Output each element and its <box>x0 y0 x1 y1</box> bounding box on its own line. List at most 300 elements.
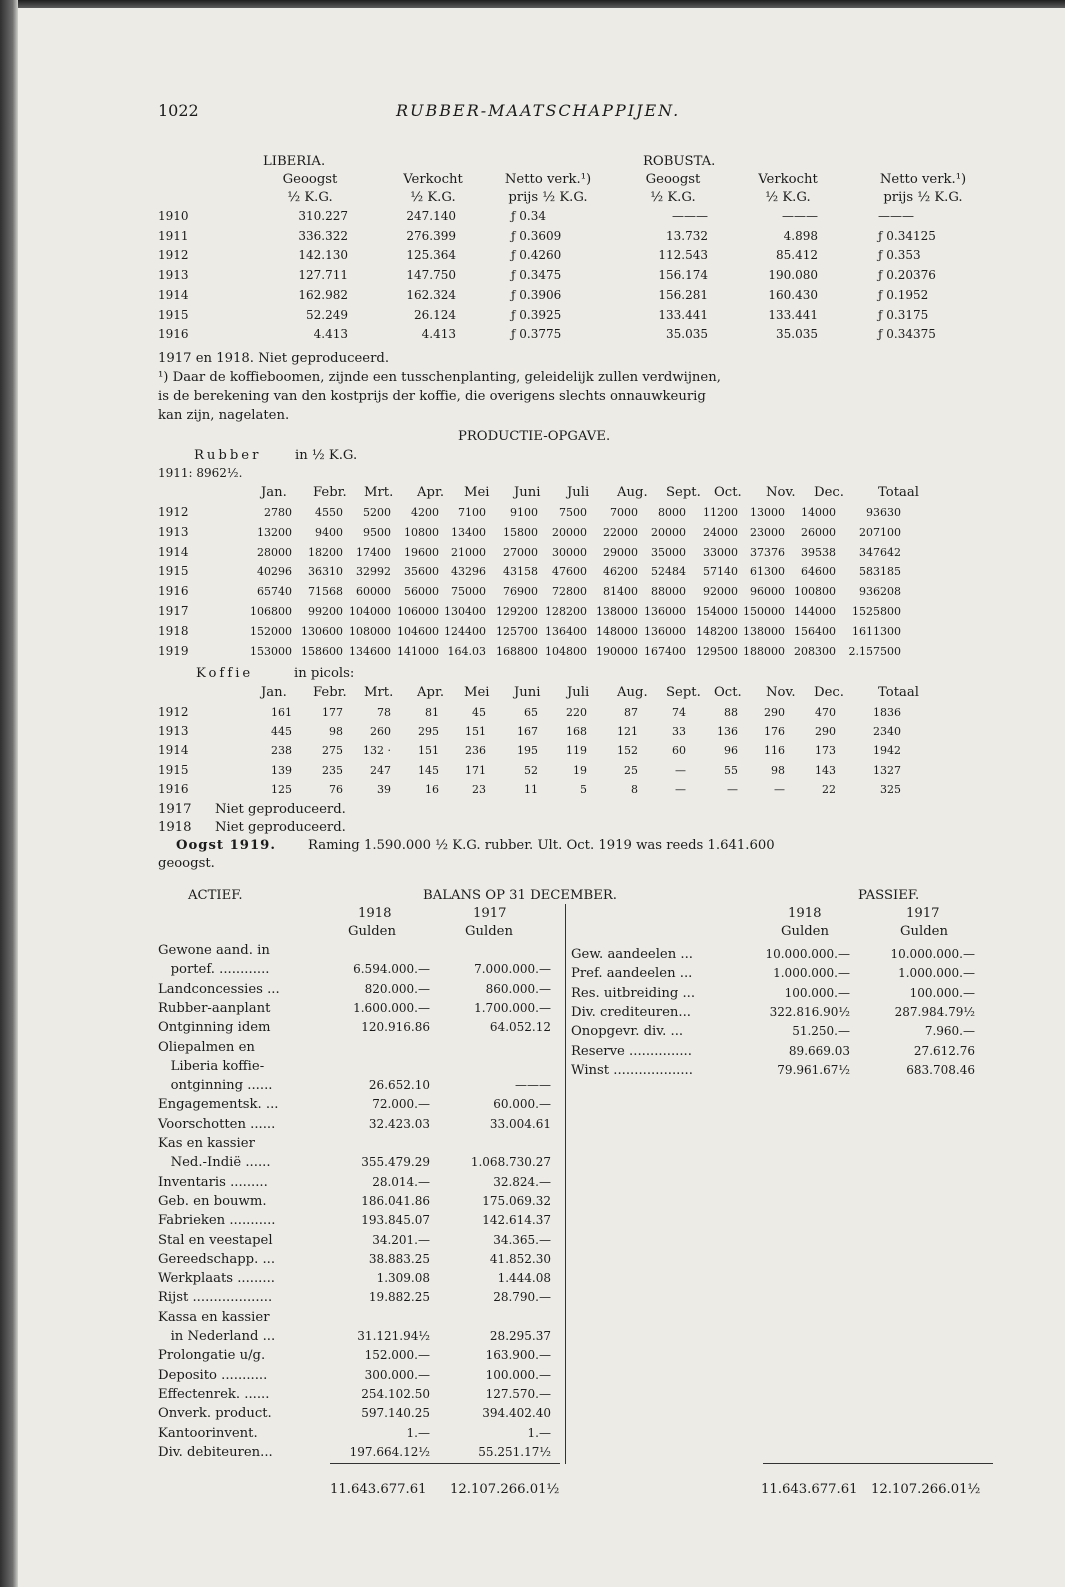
liberia-header-top: Netto verk.¹) <box>504 172 592 187</box>
rubber-cell: 7100 <box>458 506 486 519</box>
koffie-month-header: Mei <box>464 685 490 700</box>
rubber-cell: 154000 <box>696 605 738 618</box>
rubber-cell: 43158 <box>503 565 538 579</box>
koffie-cell: 151 <box>418 744 439 758</box>
asset-value-1918: 72.000.— <box>372 1097 430 1112</box>
koffie-cell: 445 <box>271 725 292 739</box>
koffie-cell: 1942 <box>873 744 901 758</box>
koffie-cell: 168 <box>566 725 587 739</box>
rubber-cell: 936208 <box>859 585 901 599</box>
liberia-header-bottom: prijs ½ K.G. <box>883 190 963 205</box>
koffie-cell: 161 <box>271 706 292 719</box>
rubber-cell: 52484 <box>651 565 686 579</box>
rubber-month-header: Sept. <box>666 485 701 500</box>
rubber-month-header: Oct. <box>714 485 742 500</box>
koffie-cell: 1836 <box>873 706 901 719</box>
liberia-cell: ——— <box>878 209 914 223</box>
koffie-1917-note: Niet geproduceerd. <box>215 802 346 817</box>
koffie-cell: 236 <box>465 744 486 758</box>
rubber-cell: 148000 <box>596 624 638 638</box>
asset-value-1918: 197.664.12½ <box>349 1444 430 1459</box>
koffie-month-header: Aug. <box>617 685 648 700</box>
asset-value-1917: 394.402.40 <box>482 1406 551 1421</box>
liberia-cell: 26.124 <box>414 307 456 322</box>
book-binding-edge <box>0 0 18 1587</box>
koffie-cell: 116 <box>764 744 785 758</box>
rubber-row-year: 1915 <box>158 564 189 579</box>
rubber-month-header: Juli <box>567 485 590 500</box>
koffie-cell: 470 <box>815 706 836 719</box>
koffie-cell: 60 <box>672 744 686 758</box>
koffie-unit: in picols: <box>294 666 355 681</box>
rubber-cell: 93630 <box>866 506 901 519</box>
koffie-month-header: Nov. <box>766 685 796 700</box>
rubber-cell: 99200 <box>308 605 343 618</box>
rubber-cell: 167400 <box>644 644 686 658</box>
asset-label: Voorschotten ...... <box>158 1116 276 1132</box>
rubber-cell: 64600 <box>801 565 836 579</box>
koffie-cell: 2340 <box>873 725 901 739</box>
assets-total-1918: 11.643.677.61 <box>330 1482 427 1497</box>
asset-label: Kas en kassier <box>158 1136 255 1151</box>
koffie-cell: 45 <box>472 706 486 719</box>
liability-value-1918: 322.816.90½ <box>769 1004 850 1019</box>
assets-total-rule <box>330 1463 560 1464</box>
asset-label: Ontginning idem <box>158 1020 271 1036</box>
liberia-cell: 35.035 <box>776 327 818 342</box>
liberia-cell: ƒ 0.3906 <box>511 287 562 302</box>
liab-gulden-1918: Gulden <box>781 924 829 939</box>
liability-label: Pref. aandeelen ... <box>571 966 693 982</box>
asset-label: in Nederland ... <box>158 1329 276 1344</box>
asset-label: Ned.-Indië ...... <box>158 1155 271 1171</box>
assets-total-1917: 12.107.266.01½ <box>450 1482 560 1497</box>
rubber-cell: 81400 <box>603 585 638 599</box>
asset-value-1917: 7.000.000.— <box>474 962 551 977</box>
liberia-cell: ƒ 0.20376 <box>878 268 936 283</box>
asset-value-1918: 193.845.07 <box>361 1213 430 1228</box>
rubber-cell: 138000 <box>596 605 638 618</box>
koffie-month-header: Dec. <box>814 685 844 700</box>
rubber-cell: 9400 <box>315 525 343 539</box>
rubber-cell: 4550 <box>315 506 343 519</box>
liberia-cell: 147.750 <box>406 268 456 283</box>
rubber-cell: 129200 <box>496 605 538 618</box>
koffie-cell: 238 <box>271 744 292 758</box>
liability-value-1917: 7.960.— <box>924 1024 975 1039</box>
liberia-cell: 52.249 <box>306 307 348 322</box>
liability-value-1917: 683.708.46 <box>906 1062 975 1077</box>
koffie-cell: 81 <box>425 706 439 719</box>
liab-year-1918: 1918 <box>788 906 822 921</box>
liberia-cell: ƒ 0.353 <box>878 248 921 263</box>
rubber-1911: 1911: 8962½. <box>158 466 243 480</box>
rubber-cell: 130600 <box>301 624 343 638</box>
liberia-cell: 85.412 <box>776 248 818 263</box>
rubber-cell: 156400 <box>794 624 836 638</box>
koffie-cell: 152 <box>617 744 638 758</box>
rubber-cell: 19600 <box>404 545 439 559</box>
asset-label: Geb. en bouwm. <box>158 1193 267 1209</box>
rubber-cell: 46200 <box>603 565 638 579</box>
page-number: 1022 <box>158 101 199 120</box>
koffie-row-year: 1913 <box>158 724 189 739</box>
rubber-cell: 60000 <box>356 585 391 599</box>
liability-value-1918: 89.669.03 <box>788 1043 850 1058</box>
liberia-cell: ——— <box>672 209 708 223</box>
asset-value-1917: 64.052.12 <box>489 1020 551 1035</box>
assets-year-1918: 1918 <box>358 906 392 921</box>
rubber-cell: 40296 <box>257 565 292 579</box>
balance-divider <box>565 904 566 1464</box>
koffie-cell: 119 <box>566 744 587 758</box>
rubber-cell: 1611300 <box>852 624 901 638</box>
koffie-cell: 87 <box>624 706 638 719</box>
liab-total-1917: 12.107.266.01½ <box>871 1482 981 1497</box>
liability-value-1917: 100.000.— <box>909 985 975 1000</box>
liberia-cell: 162.982 <box>298 287 348 302</box>
koffie-cell: 151 <box>465 725 486 739</box>
assets-year-1917: 1917 <box>473 906 507 921</box>
asset-label: Div. debiteuren... <box>158 1444 273 1460</box>
koffie-cell: — <box>675 782 686 796</box>
liberia-cell: 13.732 <box>666 228 708 243</box>
asset-value-1918: 28.014.— <box>372 1174 430 1189</box>
rubber-cell: 24000 <box>703 525 738 539</box>
rubber-cell: 124400 <box>444 624 486 638</box>
rubber-cell: 36310 <box>308 565 343 579</box>
liab-total-rule <box>763 1463 993 1464</box>
liberia-cell: 247.140 <box>406 209 456 223</box>
liability-value-1918: 100.000.— <box>784 985 850 1000</box>
asset-value-1917: ——— <box>515 1078 551 1093</box>
rubber-cell: 65740 <box>257 585 292 599</box>
rubber-cell: 347642 <box>859 545 901 559</box>
rubber-month-header: Jan. <box>261 485 287 500</box>
koffie-month-header: Juni <box>514 685 541 700</box>
liberia-cell: 162.324 <box>406 287 456 302</box>
liberia-cell: ƒ 0.4260 <box>511 248 562 263</box>
koffie-cell: 176 <box>764 725 785 739</box>
rubber-month-header: Juni <box>514 485 541 500</box>
koffie-cell: — <box>774 782 785 796</box>
rubber-cell: 100800 <box>794 585 836 599</box>
koffie-cell: 290 <box>764 706 785 719</box>
liberia-header-bottom: prijs ½ K.G. <box>508 190 588 205</box>
liberia-header-top: Geoogst <box>282 172 338 187</box>
rubber-cell: 148200 <box>696 624 738 638</box>
rubber-cell: 14000 <box>801 506 836 519</box>
asset-value-1917: 163.900.— <box>485 1348 551 1363</box>
liberia-header-top: Netto verk.¹) <box>879 172 967 187</box>
rubber-cell: 152000 <box>250 624 292 638</box>
actief-heading: ACTIEF. <box>188 888 243 903</box>
rubber-cell: 4200 <box>411 506 439 519</box>
rubber-month-header: Aug. <box>617 485 648 500</box>
koffie-1917-year: 1917 <box>158 802 192 817</box>
rubber-cell: 208300 <box>794 644 836 658</box>
koffie-cell: 167 <box>517 725 538 739</box>
koffie-cell: 39 <box>377 782 391 796</box>
liberia-header-bottom: ½ K.G. <box>765 190 811 205</box>
asset-value-1917: 28.295.37 <box>489 1329 551 1343</box>
asset-value-1917: 28.790.— <box>493 1290 551 1305</box>
liability-label: Res. uitbreiding ... <box>571 985 696 1001</box>
liberia-cell: 156.281 <box>658 287 708 302</box>
rubber-cell: 61300 <box>750 565 785 579</box>
rubber-cell: 37376 <box>750 545 785 559</box>
rubber-cell: 75000 <box>451 585 486 599</box>
liberia-cell: 4.898 <box>783 228 818 243</box>
rubber-cell: 88000 <box>651 585 686 599</box>
asset-value-1918: 38.883.25 <box>368 1251 430 1266</box>
koffie-cell: 1327 <box>873 763 901 777</box>
rubber-cell: 136000 <box>644 605 686 618</box>
rubber-cell: 136400 <box>545 624 587 638</box>
liberia-cell: ƒ 0.1952 <box>878 287 929 302</box>
koffie-month-header: Mrt. <box>364 685 394 700</box>
liability-label: Winst ................... <box>571 1062 693 1078</box>
rubber-unit: in ½ K.G. <box>295 448 358 463</box>
liberia-cell: 133.441 <box>658 307 708 322</box>
koffie-cell: 22 <box>822 782 836 796</box>
rubber-cell: 144000 <box>794 605 836 618</box>
koffie-month-header: Juli <box>567 685 590 700</box>
liberia-cell: 112.543 <box>658 248 708 263</box>
koffie-cell: 125 <box>271 782 292 796</box>
koffie-cell: 65 <box>524 706 538 719</box>
rubber-cell: 20000 <box>651 525 686 539</box>
koffie-row-year: 1915 <box>158 762 189 777</box>
asset-value-1918: 1.309.08 <box>376 1271 430 1286</box>
rubber-month-header: Mei <box>464 485 490 500</box>
asset-label: Engagementsk. ... <box>158 1097 279 1113</box>
footnote-line: kan zijn, nagelaten. <box>158 408 290 423</box>
asset-label: Landconcessies ... <box>158 981 280 997</box>
rubber-cell: 23000 <box>750 525 785 539</box>
asset-label: Inventaris ......... <box>158 1174 268 1190</box>
rubber-cell: 39538 <box>801 545 836 559</box>
asset-value-1917: 860.000.— <box>485 981 551 996</box>
rubber-cell: 56000 <box>404 585 439 599</box>
rubber-cell: 13200 <box>257 525 292 539</box>
rubber-cell: 129500 <box>696 644 738 658</box>
asset-value-1917: 1.700.000.— <box>474 1000 551 1015</box>
asset-label: ontginning ...... <box>158 1078 273 1094</box>
rubber-cell: 168800 <box>496 644 538 658</box>
liberia-cell: 142.130 <box>298 248 348 263</box>
liberia-cell: 125.364 <box>406 248 456 263</box>
koffie-month-header: Totaal <box>878 685 919 700</box>
koffie-cell: 5 <box>580 782 587 796</box>
koffie-cell: 145 <box>418 763 439 777</box>
rubber-cell: 13000 <box>750 506 785 519</box>
asset-value-1917: 34.365.— <box>493 1232 551 1247</box>
koffie-cell: 52 <box>524 763 538 777</box>
rubber-row-year: 1914 <box>158 544 189 559</box>
koffie-cell: 11 <box>524 782 538 796</box>
liberia-cell: 4.413 <box>313 327 348 342</box>
rubber-row-year: 1919 <box>158 643 189 658</box>
rubber-cell: 158600 <box>301 644 343 658</box>
rubber-cell: 92000 <box>703 585 738 599</box>
asset-value-1918: 186.041.86 <box>361 1193 430 1208</box>
koffie-cell: 98 <box>771 763 785 777</box>
asset-value-1918: 1.600.000.— <box>353 1000 430 1015</box>
rubber-row-year: 1912 <box>158 505 189 519</box>
liberia-cell: ƒ 0.3175 <box>878 307 929 322</box>
liability-value-1917: 27.612.76 <box>913 1043 975 1058</box>
rubber-row-year: 1917 <box>158 604 189 618</box>
rubber-cell: 9500 <box>363 525 391 539</box>
asset-label: Rijst ................... <box>158 1290 273 1306</box>
rubber-cell: 150000 <box>743 605 785 618</box>
oogst-1919-bold: Oogst 1919. <box>176 838 276 853</box>
running-title: RUBBER-MAATSCHAPPIJEN. <box>396 101 681 120</box>
asset-value-1918: 31.121.94½ <box>357 1329 430 1343</box>
liberia-header-top: Verkocht <box>403 172 463 187</box>
koffie-row-year: 1912 <box>158 705 189 719</box>
asset-value-1918: 34.201.— <box>372 1232 430 1247</box>
rubber-cell: 128200 <box>545 605 587 618</box>
koffie-cell: 143 <box>815 763 836 777</box>
rubber-cell: 2780 <box>264 506 292 519</box>
rubber-cell: 134600 <box>349 644 391 658</box>
footnote-line: is de berekening van den kostprijs der koffie, die overigens slechts onnauwkeurig <box>158 389 706 404</box>
rubber-row-year: 1916 <box>158 584 189 599</box>
rubber-row-year: 1918 <box>158 623 189 638</box>
asset-value-1917: 60.000.— <box>493 1097 551 1112</box>
rubber-cell: 32992 <box>356 565 391 579</box>
rubber-cell: 9100 <box>510 506 538 519</box>
liberia-cell: 156.174 <box>658 268 708 283</box>
koffie-cell: 235 <box>322 763 343 777</box>
rubber-cell: 190000 <box>596 644 638 658</box>
liability-label: Reserve ............... <box>571 1043 692 1059</box>
rubber-cell: 136000 <box>644 624 686 638</box>
rubber-cell: 28000 <box>257 545 292 559</box>
koffie-cell: — <box>727 782 738 796</box>
koffie-cell: 325 <box>880 782 901 796</box>
koffie-cell: 132 · <box>363 744 391 758</box>
asset-value-1918: 355.479.29 <box>361 1155 430 1170</box>
koffie-cell: 173 <box>815 744 836 758</box>
rubber-cell: 18200 <box>308 545 343 559</box>
rubber-cell: 104000 <box>349 605 391 618</box>
asset-value-1917: 1.068.730.27 <box>470 1155 551 1170</box>
rubber-cell: 20000 <box>552 525 587 539</box>
rubber-cell: 188000 <box>743 644 785 658</box>
rubber-month-header: Apr. <box>417 485 445 500</box>
rubber-cell: 1525800 <box>852 605 901 618</box>
liberia-cell: ƒ 0.3475 <box>511 268 562 283</box>
koffie-label: Koffie <box>196 666 254 681</box>
koffie-cell: — <box>675 763 686 777</box>
asset-value-1918: 32.423.03 <box>368 1116 430 1131</box>
liability-label: Div. crediteuren... <box>571 1004 691 1020</box>
rubber-cell: 11200 <box>703 506 738 519</box>
asset-value-1918: 6.594.000.— <box>353 962 430 977</box>
rubber-cell: 57140 <box>703 565 738 579</box>
asset-label: Deposito ........... <box>158 1367 268 1383</box>
koffie-cell: 290 <box>815 725 836 739</box>
koffie-cell: 8 <box>631 782 638 796</box>
rubber-cell: 7000 <box>610 506 638 519</box>
rubber-month-header: Nov. <box>766 485 796 500</box>
production-heading: PRODUCTIE-OPGAVE. <box>458 429 611 444</box>
liberia-cell: ——— <box>782 209 818 223</box>
liability-value-1918: 51.250.— <box>792 1024 850 1039</box>
koffie-cell: 275 <box>322 744 343 758</box>
koffie-cell: 88 <box>724 706 738 719</box>
koffie-cell: 16 <box>425 782 439 796</box>
rubber-cell: 153000 <box>250 644 292 658</box>
koffie-row-year: 1914 <box>158 743 189 758</box>
liberia-cell: ƒ 0.34375 <box>878 327 936 342</box>
rubber-cell: 164.03 <box>447 644 486 658</box>
asset-label: Effectenrek. ...... <box>158 1386 270 1402</box>
liberia-cell: 310.227 <box>298 209 348 223</box>
liability-label: Onopgevr. div. ... <box>571 1024 684 1040</box>
koffie-1918-year: 1918 <box>158 820 192 835</box>
rubber-cell: 17400 <box>356 545 391 559</box>
asset-label: Gewone aand. in <box>158 943 270 958</box>
koffie-month-header: Apr. <box>417 685 445 700</box>
liberia-cell: 35.035 <box>666 327 708 342</box>
asset-value-1918: 300.000.— <box>364 1367 430 1382</box>
liability-label: Gew. aandeelen ... <box>571 947 693 962</box>
koffie-cell: 55 <box>724 763 738 777</box>
rubber-cell: 35600 <box>404 565 439 579</box>
koffie-cell: 74 <box>672 706 686 719</box>
rubber-cell: 104600 <box>397 624 439 638</box>
koffie-cell: 25 <box>624 763 638 777</box>
rubber-cell: 22000 <box>603 525 638 539</box>
liberia-row-year: 1912 <box>158 248 189 263</box>
asset-value-1917: 41.852.30 <box>489 1251 551 1266</box>
asset-value-1917: 127.570.— <box>485 1386 551 1401</box>
koffie-cell: 177 <box>322 706 343 719</box>
liberia-cell: 190.080 <box>768 268 818 283</box>
note-1917-1918: 1917 en 1918. Niet geproduceerd. <box>158 351 390 366</box>
rubber-cell: 29000 <box>603 545 638 559</box>
asset-label: Oliepalmen en <box>158 1039 255 1055</box>
koffie-cell: 121 <box>617 725 638 739</box>
asset-value-1917: 175.069.32 <box>482 1193 551 1208</box>
rubber-cell: 141000 <box>397 644 439 658</box>
rubber-cell: 33000 <box>703 545 738 559</box>
rubber-label: Rubber <box>194 448 262 463</box>
rubber-cell: 2.157500 <box>848 644 901 658</box>
liab-gulden-1917: Gulden <box>900 924 948 939</box>
rubber-cell: 130400 <box>444 605 486 618</box>
asset-label: Liberia koffie- <box>158 1058 265 1074</box>
rubber-cell: 10800 <box>404 525 439 539</box>
asset-label: Werkplaats ......... <box>158 1271 275 1287</box>
passief-heading: PASSIEF. <box>858 888 920 903</box>
asset-value-1917: 100.000.— <box>485 1367 551 1382</box>
rubber-cell: 138000 <box>743 624 785 638</box>
liberia-cell: ƒ 0.34 <box>511 209 546 223</box>
liberia-cell: ƒ 0.3609 <box>511 228 562 243</box>
asset-value-1917: 1.444.08 <box>497 1271 551 1286</box>
asset-label: Kantoorinvent. <box>158 1425 258 1441</box>
koffie-cell: 78 <box>377 706 391 719</box>
rubber-cell: 583185 <box>859 565 901 579</box>
asset-value-1918: 26.652.10 <box>368 1078 430 1093</box>
liberia-cell: ƒ 0.3925 <box>511 307 562 322</box>
rubber-cell: 43296 <box>451 565 486 579</box>
